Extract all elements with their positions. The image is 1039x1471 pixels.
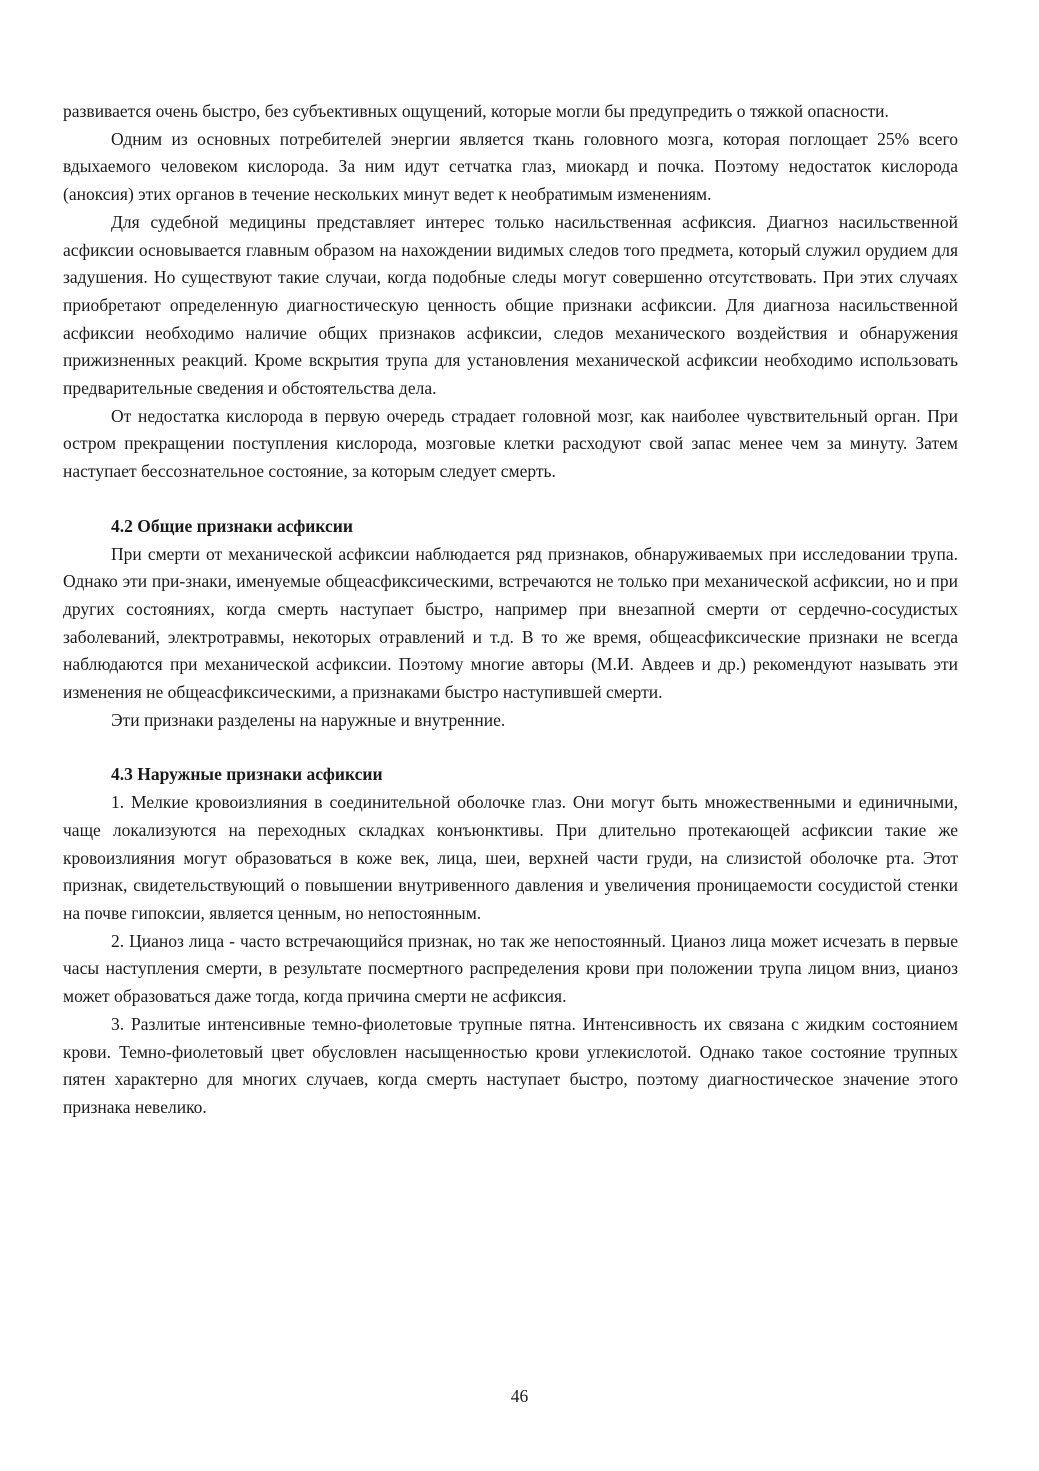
paragraph-forensic-asphyxia: Для судебной медицины представляет интерес только насильственная асфиксия. Диагноз насильственной асфиксии основывается главным образом на нахождении видимых следов того предмета, который служил орудием для задушения. Но существуют такие случаи, когда подобные следы могут совершенно отсутствовать. При этих случаях приобретают определенную диагностическую ценность общие признаки асфиксии. Для диагноза насильственной асфиксии необходимо наличие общих признаков асфиксии, следов механического воздействия и обнаружения прижизненных реакций. Кроме вскрытия трупа для установления механической асфиксии необходимо использовать предварительные сведения и обстоятельства дела.	[63, 211, 958, 399]
paragraph-sign-1: 1. Мелкие кровоизлияния в соединительной оболочке глаз. Они могут быть множественными и единичными, чаще локализуются на переходных складках конъюнктивы. При длительно протекающей асфиксии такие же кровоизлияния могут образоваться в коже век, лица, шеи, верхней части груди, на слизистой оболочке рта. Этот признак, свидетельствующий о повышении внутривенного давления и увеличения проницаемости сосудистой стенки на почве гипоксии, является ценным, но непостоянным.	[63, 792, 958, 923]
paragraph-general-signs: При смерти от механической асфиксии наблюдается ряд признаков, обнаруживаемых при исследовании трупа. Однако эти при-знаки, именуемые общеасфиксическими, встречаются не только при механической асфиксии, но и при других состояниях, когда смерть наступает быстро, например при внезапной смерти от сердечно-сосудистых заболеваний, электротравмы, некоторых отравлений и т.д. В то же время, общеасфиксические признаки не всегда наблюдаются при механической асфиксии. Поэтому многие авторы (М.И. Авдеев и др.) рекомендуют называть эти изменения не общеасфиксическими, а признаками быстро наступившей смерти.	[63, 543, 958, 703]
paragraph-sign-2: 2. Цианоз лица - часто встречающийся признак, но так же непостоянный. Цианоз лица может исчезать в первые часы наступления смерти, в результате посмертного распределения крови при положении трупа лицом вниз, цианоз может образоваться даже тогда, когда причина смерти не асфиксия.	[63, 930, 958, 1007]
section-gap	[63, 486, 958, 513]
section-gap	[63, 734, 958, 761]
paragraph-signs-division: Эти признаки разделены на наружные и внутренние.	[111, 709, 506, 730]
paragraph-sign-3: 3. Разлитые интенсивные темно-фиолетовые трупные пятна. Интенсивность их связана с жидким состоянием крови. Темно-фиолетовый цвет обусловлен насыщенностью крови углекислотой. Однако такое состояние трупных пятен характерно для многих случаев, когда смерть наступает быстро, поэтому диагностическое значение этого признака невелико.	[63, 1013, 958, 1117]
paragraph-oxygen-deficit: От недостатка кислорода в первую очередь страдает головной мозг, как наиболее чувствительный орган. При остром прекращении поступления кислорода, мозговые клетки расходуют свой запас менее чем за минуту. Затем наступает бессознательное состояние, за которым следует смерть.	[63, 405, 958, 482]
paragraph-continuation: развивается очень быстро, без субъективных ощущений, которые могли бы предупредить о тяжкой опасности.	[63, 101, 889, 121]
page-number: 46	[510, 1386, 529, 1406]
paragraph-brain-oxygen: Одним из основных потребителей энергии является ткань головного мозга, которая поглощает 25% всего вдыхаемого человеком кислорода. За ним идут сетчатка глаз, миокард и почка. Поэтому недостаток кислорода (аноксия) этих органов в течение нескольких минут ведет к необратимым изменениям.	[63, 128, 958, 205]
section-heading-external-signs: 4.3 Наружные признаки асфиксии	[111, 764, 383, 785]
page-content	[63, 98, 958, 1122]
section-heading-general-signs: 4.2 Общие признаки асфиксии	[111, 515, 353, 536]
